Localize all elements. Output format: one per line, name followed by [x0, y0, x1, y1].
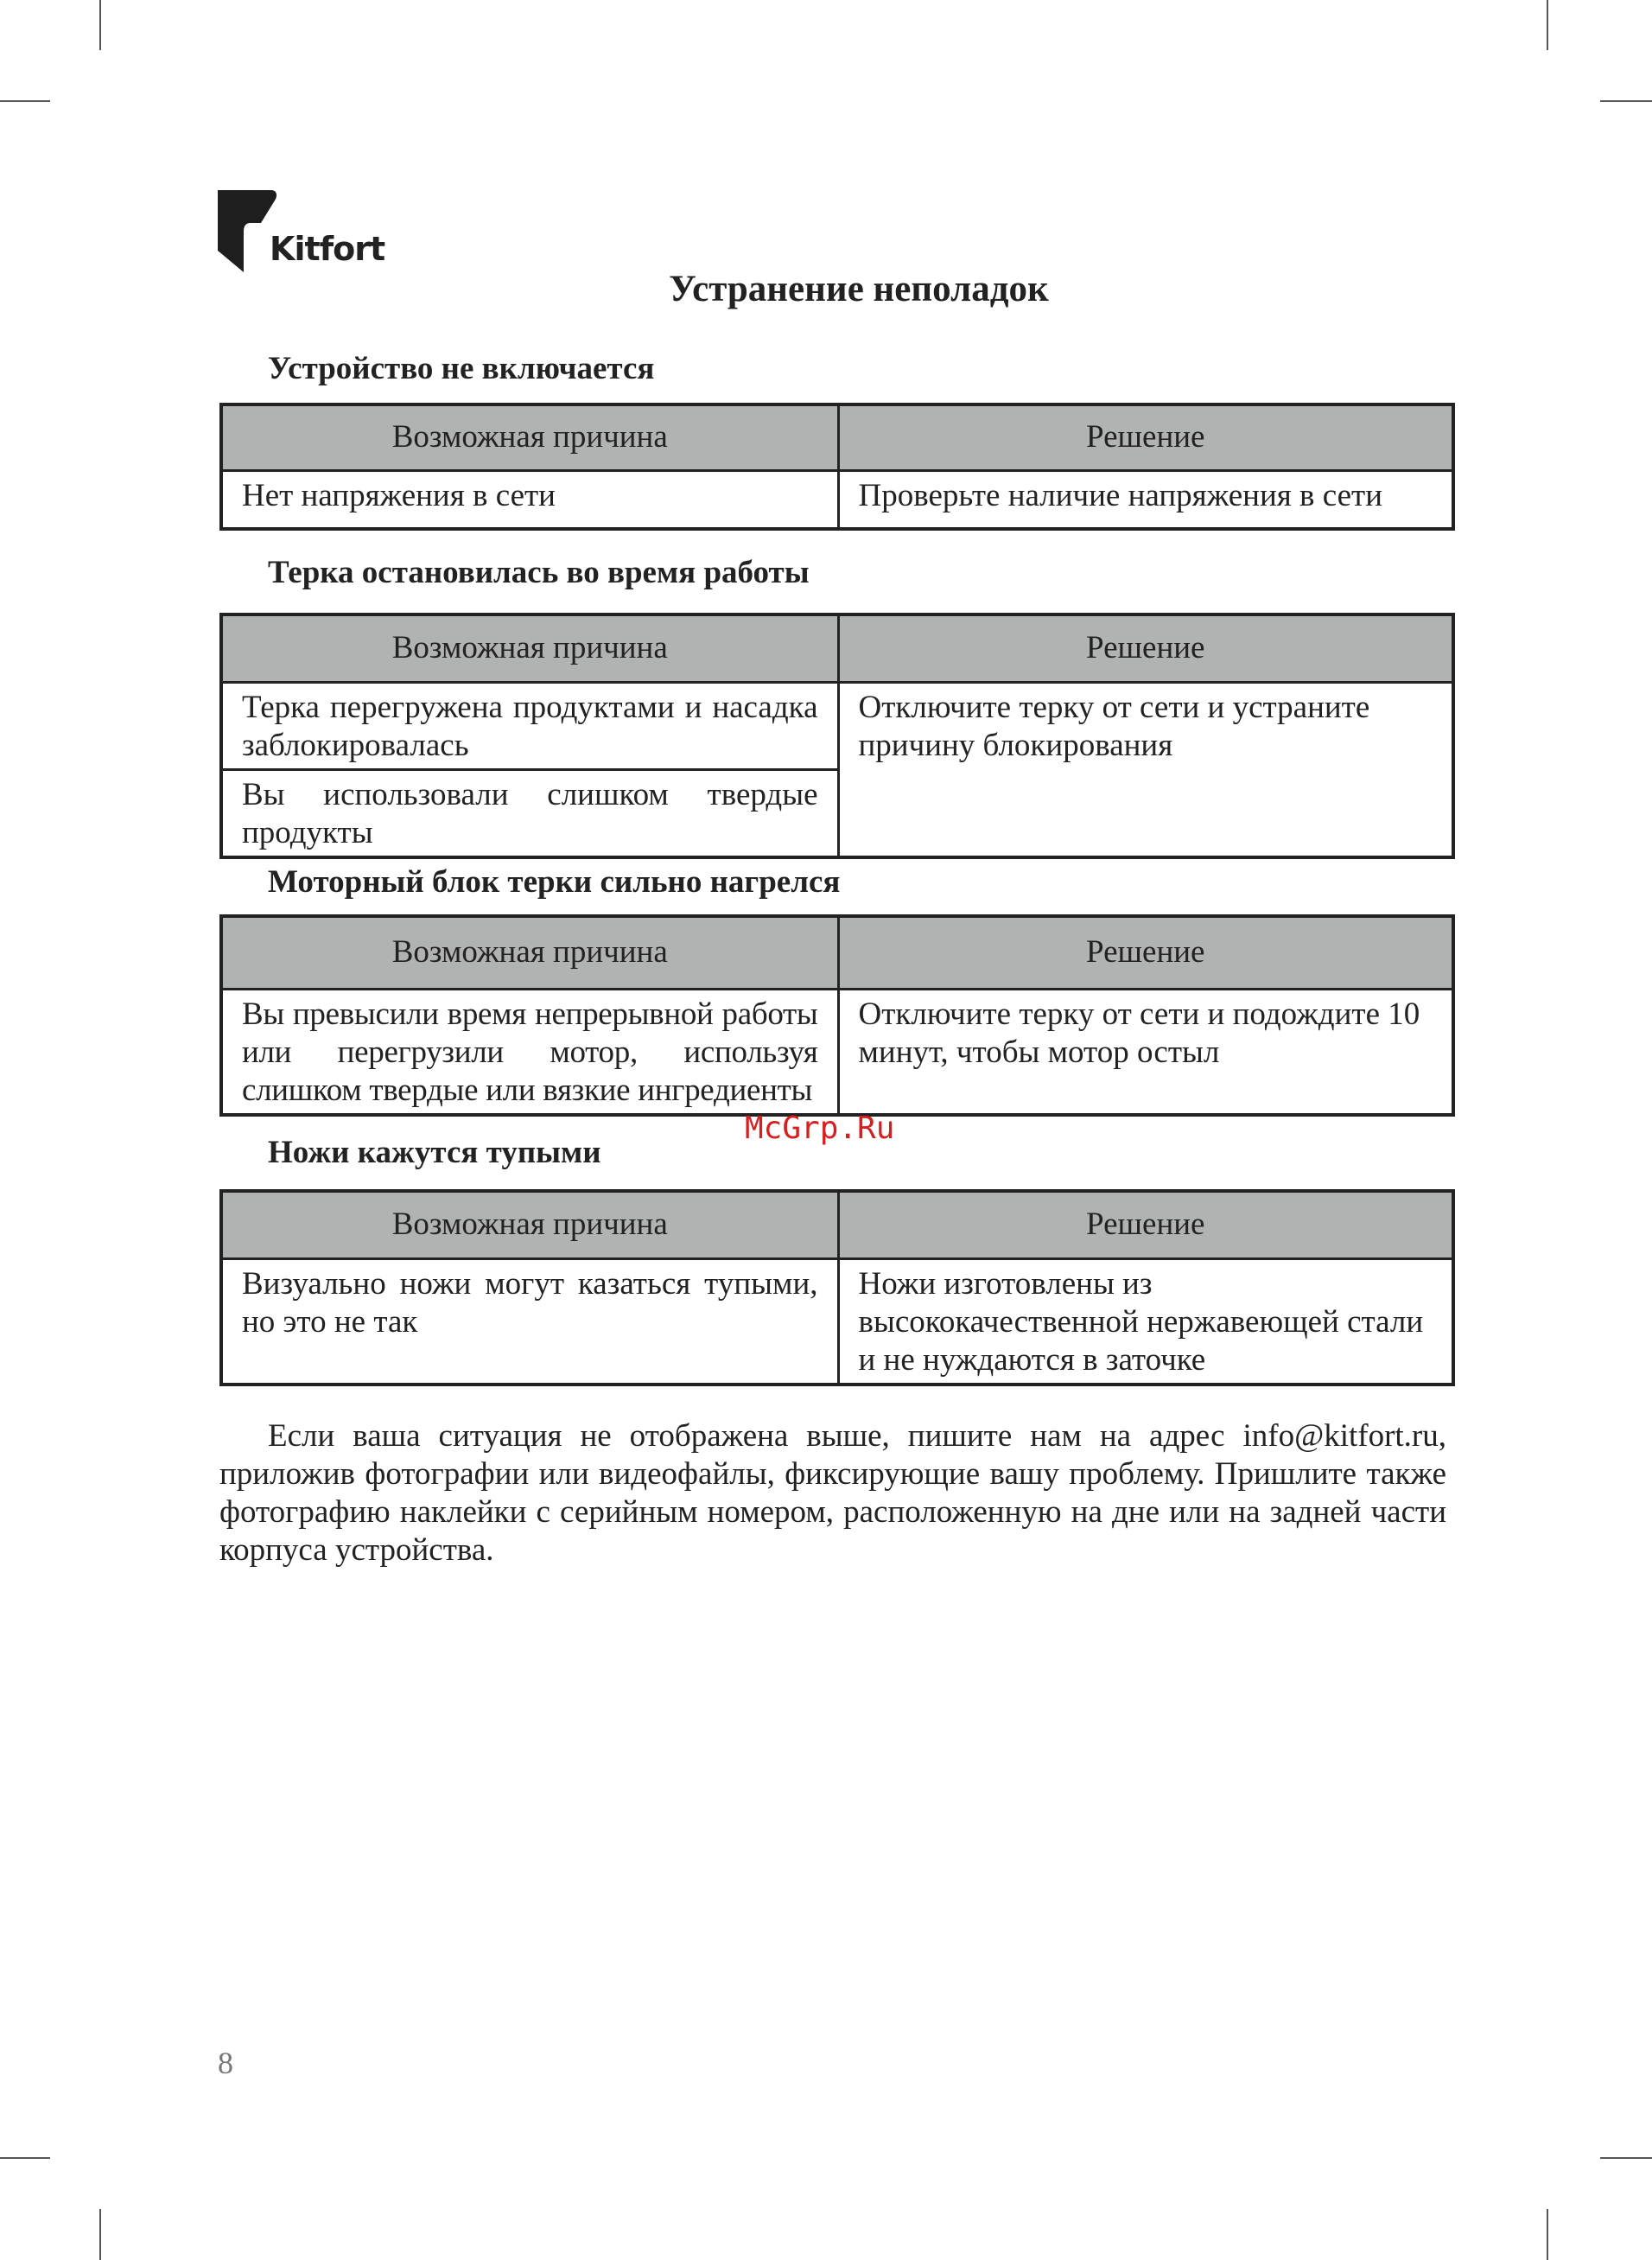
troubleshooting-table — [219, 914, 1455, 1117]
crop-mark — [1600, 100, 1652, 102]
section-title: Моторный блок терки сильно нагрелся — [268, 864, 841, 900]
troubleshooting-table — [219, 1189, 1455, 1386]
solution-cell: Проверьте наличие напряжения в сети — [838, 470, 1453, 529]
solution-cell: Отключите терку от сети и устраните причину блокирования — [838, 682, 1453, 857]
watermark: McGrp.Ru — [745, 1111, 895, 1146]
page-number: 8 — [218, 2046, 233, 2080]
cause-cell: Вы превысили время непрерывной работы или перегрузили мотор, используя слишком твердые или вязкие ингредиенты — [221, 989, 838, 1115]
section-title: Ножи кажутся тупыми — [268, 1135, 601, 1170]
column-header-solution: Решение — [838, 916, 1453, 989]
column-header-solution: Решение — [838, 614, 1453, 682]
column-header-cause: Возможная причина — [221, 404, 838, 470]
page-title: Устранение неполадок — [669, 269, 1049, 309]
troubleshooting-table — [219, 613, 1455, 859]
brand-name: Kitfort — [270, 230, 385, 268]
crop-mark — [0, 100, 50, 102]
solution-cell: Отключите терку от сети и подождите 10 минут, чтобы мотор остыл — [838, 989, 1453, 1115]
troubleshooting-table — [219, 403, 1455, 531]
section-title: Устройство не включается — [268, 351, 655, 386]
crop-mark — [1547, 0, 1548, 50]
column-header-cause: Возможная причина — [221, 1191, 838, 1258]
crop-mark — [1600, 2157, 1652, 2159]
cause-cell: Визуально ножи могут казаться тупыми, но это не так — [221, 1258, 838, 1385]
crop-mark — [99, 2209, 101, 2260]
column-header-solution: Решение — [838, 404, 1453, 470]
cause-cell: Терка перегружена продуктами и насадка заблокировалась — [221, 682, 838, 769]
cause-cell: Вы использовали слишком твердые продукты — [221, 769, 838, 857]
column-header-cause: Возможная причина — [221, 614, 838, 682]
cause-cell: Нет напряжения в сети — [221, 470, 838, 529]
column-header-cause: Возможная причина — [221, 916, 838, 989]
crop-mark — [99, 0, 101, 50]
contact-note: Если ваша ситуация не отображена выше, пишите нам на адрес info@kitfort.ru, приложив фотографии или видеофайлы, фиксирующие вашу проблему. Пришлите также фотографию наклейки с серийным номером, расположенную на дне или на задней части корпуса устройства. — [219, 1418, 1446, 1568]
column-header-solution: Решение — [838, 1191, 1453, 1258]
section-title: Терка остановилась во время работы — [268, 555, 810, 590]
solution-cell: Ножи изготовлены из высококачественной нержавеющей стали и не нуждаются в заточке — [838, 1258, 1453, 1385]
crop-mark — [1547, 2209, 1548, 2260]
crop-mark — [0, 2157, 50, 2159]
